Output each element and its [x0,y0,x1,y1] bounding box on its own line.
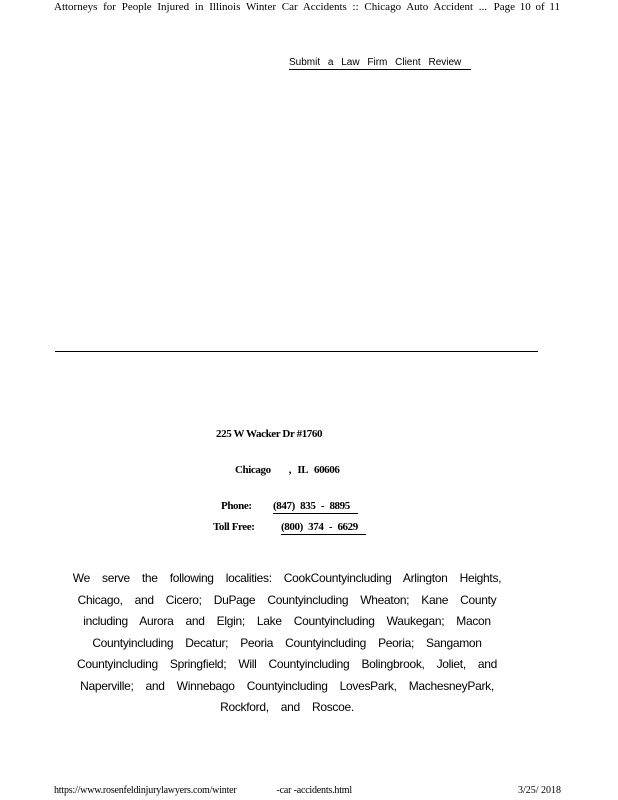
address-city-line [235,464,339,476]
phone-label: Phone: [221,500,252,512]
phone-number-link[interactable]: (847) 835 - 8895 [273,500,358,514]
footer-url-part1: https://www.rosenfeldinjurylawyers.com/winter [54,785,237,796]
service-localities-paragraph: We serve the following localities: CookCountyincluding Arlington Heights, Chicago, and Cicero; DuPage Countyincluding Wheaton; Kane County including Aurora and Elgin; Lake Countyincluding Waukegan; Macon Countyincluding Decatur; Peoria Countyincluding Peoria; Sangamon Countyincluding Springfield; Will Countyincluding Bolingbrook, Joliet, and Naperville; and Winnebago Countyincluding LovesPark, MachesneyPark, Rockford, and Roscoe. [72,571,502,714]
print-footer-date: 3/25/ 2018 [517,785,561,796]
tollfree-number-link[interactable]: (800) 374 - 6629 [281,521,366,535]
print-page-indicator: Page 10 of 11 [493,1,560,13]
address-street: 225 W Wacker Dr #1760 [216,428,323,440]
address-city: Chicago [235,464,271,476]
tollfree-label: Toll Free: [213,521,255,533]
print-footer-url [54,785,352,796]
tollfree-row [213,521,366,535]
footer-url-part2: -car -accidents.html [276,785,352,796]
horizontal-divider [55,351,538,352]
submit-review-link[interactable]: Submit a Law Firm Client Review [289,56,471,70]
address-state-zip: , IL 60606 [288,464,340,476]
phone-row [221,500,358,514]
print-header-title: Attorneys for People Injured in Illinois Winter Car Accidents :: Chicago Auto Accident ... [54,1,488,13]
